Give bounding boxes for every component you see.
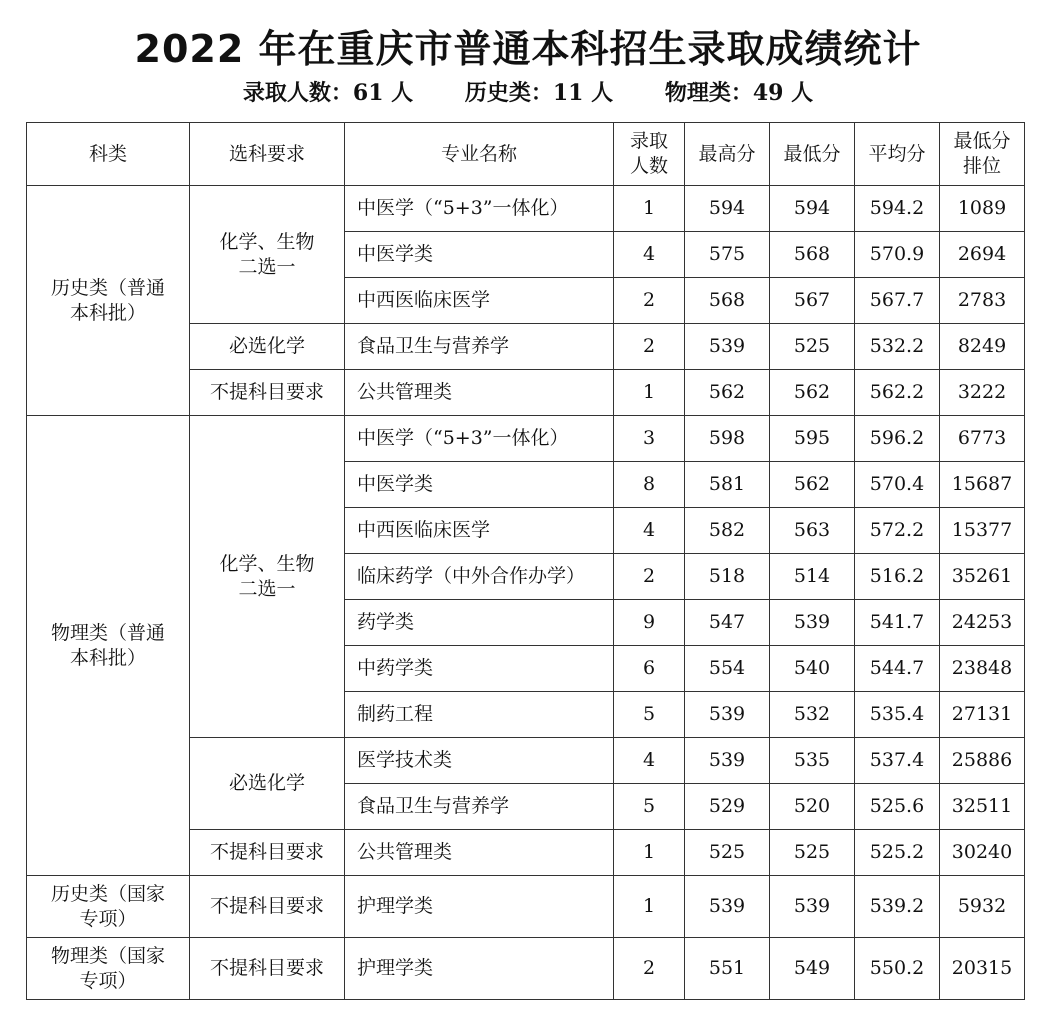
req-none: 不提科目要求 — [190, 938, 345, 1000]
count-cell: 2 — [614, 278, 685, 324]
count-cell: 1 — [614, 186, 685, 232]
rank-cell: 2783 — [940, 278, 1025, 324]
max-cell: 529 — [685, 784, 770, 830]
avg-cell: 532.2 — [855, 324, 940, 370]
max-cell: 554 — [685, 646, 770, 692]
rank-cell: 20315 — [940, 938, 1025, 1000]
min-cell: 525 — [770, 830, 855, 876]
avg-cell: 570.4 — [855, 462, 940, 508]
min-cell: 562 — [770, 462, 855, 508]
count-cell: 2 — [614, 324, 685, 370]
major-cell: 护理学类 — [345, 876, 614, 938]
major-cell: 食品卫生与营养学 — [345, 324, 614, 370]
req-none: 不提科目要求 — [190, 370, 345, 416]
max-cell: 547 — [685, 600, 770, 646]
max-cell: 518 — [685, 554, 770, 600]
major-cell: 药学类 — [345, 600, 614, 646]
avg-cell: 525.6 — [855, 784, 940, 830]
count-cell: 6 — [614, 646, 685, 692]
max-cell: 539 — [685, 876, 770, 938]
avg-cell: 516.2 — [855, 554, 940, 600]
header-rank: 最低分排位 — [940, 123, 1025, 186]
max-cell: 539 — [685, 738, 770, 784]
max-cell: 551 — [685, 938, 770, 1000]
count-cell: 2 — [614, 938, 685, 1000]
req-none: 不提科目要求 — [190, 830, 345, 876]
max-cell: 598 — [685, 416, 770, 462]
avg-cell: 550.2 — [855, 938, 940, 1000]
table-row — [27, 186, 1025, 232]
major-cell: 医学技术类 — [345, 738, 614, 784]
min-cell: 539 — [770, 600, 855, 646]
major-cell: 公共管理类 — [345, 370, 614, 416]
min-cell: 568 — [770, 232, 855, 278]
min-cell: 525 — [770, 324, 855, 370]
min-cell: 520 — [770, 784, 855, 830]
header-major: 专业名称 — [345, 123, 614, 186]
summary-total: 录取人数：61 人 — [242, 80, 414, 106]
max-cell: 568 — [685, 278, 770, 324]
avg-cell: 537.4 — [855, 738, 940, 784]
count-cell: 3 — [614, 416, 685, 462]
req-chem: 必选化学 — [190, 738, 345, 830]
avg-cell: 525.2 — [855, 830, 940, 876]
rank-cell: 35261 — [940, 554, 1025, 600]
admission-score-table — [26, 122, 1025, 1000]
group-physics-general: 物理类（普通本科批） — [27, 416, 190, 876]
avg-cell: 541.7 — [855, 600, 940, 646]
page-title: 2022 年在重庆市普通本科招生录取成绩统计 — [134, 27, 922, 71]
req-chem: 必选化学 — [190, 324, 345, 370]
count-cell: 5 — [614, 784, 685, 830]
avg-cell: 562.2 — [855, 370, 940, 416]
major-cell: 中药学类 — [345, 646, 614, 692]
rank-cell: 23848 — [940, 646, 1025, 692]
max-cell: 539 — [685, 324, 770, 370]
count-cell: 4 — [614, 232, 685, 278]
header-max: 最高分 — [685, 123, 770, 186]
rank-cell: 1089 — [940, 186, 1025, 232]
min-cell: 594 — [770, 186, 855, 232]
summary-line — [0, 76, 1056, 107]
rank-cell: 25886 — [940, 738, 1025, 784]
avg-cell: 570.9 — [855, 232, 940, 278]
table-header-row — [27, 123, 1025, 186]
max-cell: 539 — [685, 692, 770, 738]
major-cell: 制药工程 — [345, 692, 614, 738]
group-history-special: 历史类（国家专项） — [27, 876, 190, 938]
rank-cell: 27131 — [940, 692, 1025, 738]
min-cell: 567 — [770, 278, 855, 324]
count-cell: 8 — [614, 462, 685, 508]
avg-cell: 572.2 — [855, 508, 940, 554]
min-cell: 514 — [770, 554, 855, 600]
count-cell: 2 — [614, 554, 685, 600]
avg-cell: 567.7 — [855, 278, 940, 324]
req-none: 不提科目要求 — [190, 876, 345, 938]
count-cell: 1 — [614, 370, 685, 416]
max-cell: 581 — [685, 462, 770, 508]
major-cell: 中西医临床医学 — [345, 278, 614, 324]
rank-cell: 15687 — [940, 462, 1025, 508]
major-cell: 中西医临床医学 — [345, 508, 614, 554]
max-cell: 575 — [685, 232, 770, 278]
count-cell: 1 — [614, 830, 685, 876]
table-row — [27, 876, 1025, 938]
min-cell: 540 — [770, 646, 855, 692]
major-cell: 食品卫生与营养学 — [345, 784, 614, 830]
min-cell: 539 — [770, 876, 855, 938]
major-cell: 中医学（“5+3”一体化） — [345, 186, 614, 232]
min-cell: 563 — [770, 508, 855, 554]
count-cell: 4 — [614, 508, 685, 554]
rank-cell: 30240 — [940, 830, 1025, 876]
req-chem-bio: 化学、生物二选一 — [190, 416, 345, 738]
header-count: 录取人数 — [614, 123, 685, 186]
avg-cell: 544.7 — [855, 646, 940, 692]
count-cell: 1 — [614, 876, 685, 938]
summary-history: 历史类：11 人 — [464, 80, 614, 106]
header-avg: 平均分 — [855, 123, 940, 186]
group-history-general: 历史类（普通本科批） — [27, 186, 190, 416]
count-cell: 9 — [614, 600, 685, 646]
table-row — [27, 416, 1025, 462]
rank-cell: 6773 — [940, 416, 1025, 462]
min-cell: 532 — [770, 692, 855, 738]
avg-cell: 596.2 — [855, 416, 940, 462]
major-cell: 中医学（“5+3”一体化） — [345, 416, 614, 462]
rank-cell: 32511 — [940, 784, 1025, 830]
avg-cell: 594.2 — [855, 186, 940, 232]
header-requirement: 选科要求 — [190, 123, 345, 186]
count-cell: 5 — [614, 692, 685, 738]
header-category: 科类 — [27, 123, 190, 186]
avg-cell: 535.4 — [855, 692, 940, 738]
max-cell: 562 — [685, 370, 770, 416]
rank-cell: 2694 — [940, 232, 1025, 278]
max-cell: 594 — [685, 186, 770, 232]
req-chem-bio: 化学、生物二选一 — [190, 186, 345, 324]
major-cell: 中医学类 — [345, 232, 614, 278]
major-cell: 中医学类 — [345, 462, 614, 508]
rank-cell: 15377 — [940, 508, 1025, 554]
avg-cell: 539.2 — [855, 876, 940, 938]
rank-cell: 8249 — [940, 324, 1025, 370]
max-cell: 582 — [685, 508, 770, 554]
rank-cell: 24253 — [940, 600, 1025, 646]
max-cell: 525 — [685, 830, 770, 876]
major-cell: 临床药学（中外合作办学） — [345, 554, 614, 600]
min-cell: 595 — [770, 416, 855, 462]
header-min: 最低分 — [770, 123, 855, 186]
rank-cell: 5932 — [940, 876, 1025, 938]
rank-cell: 3222 — [940, 370, 1025, 416]
count-cell: 4 — [614, 738, 685, 784]
table-row — [27, 938, 1025, 1000]
major-cell: 护理学类 — [345, 938, 614, 1000]
group-physics-special: 物理类（国家专项） — [27, 938, 190, 1000]
major-cell: 公共管理类 — [345, 830, 614, 876]
min-cell: 549 — [770, 938, 855, 1000]
min-cell: 562 — [770, 370, 855, 416]
summary-physics: 物理类：49 人 — [664, 80, 814, 106]
min-cell: 535 — [770, 738, 855, 784]
